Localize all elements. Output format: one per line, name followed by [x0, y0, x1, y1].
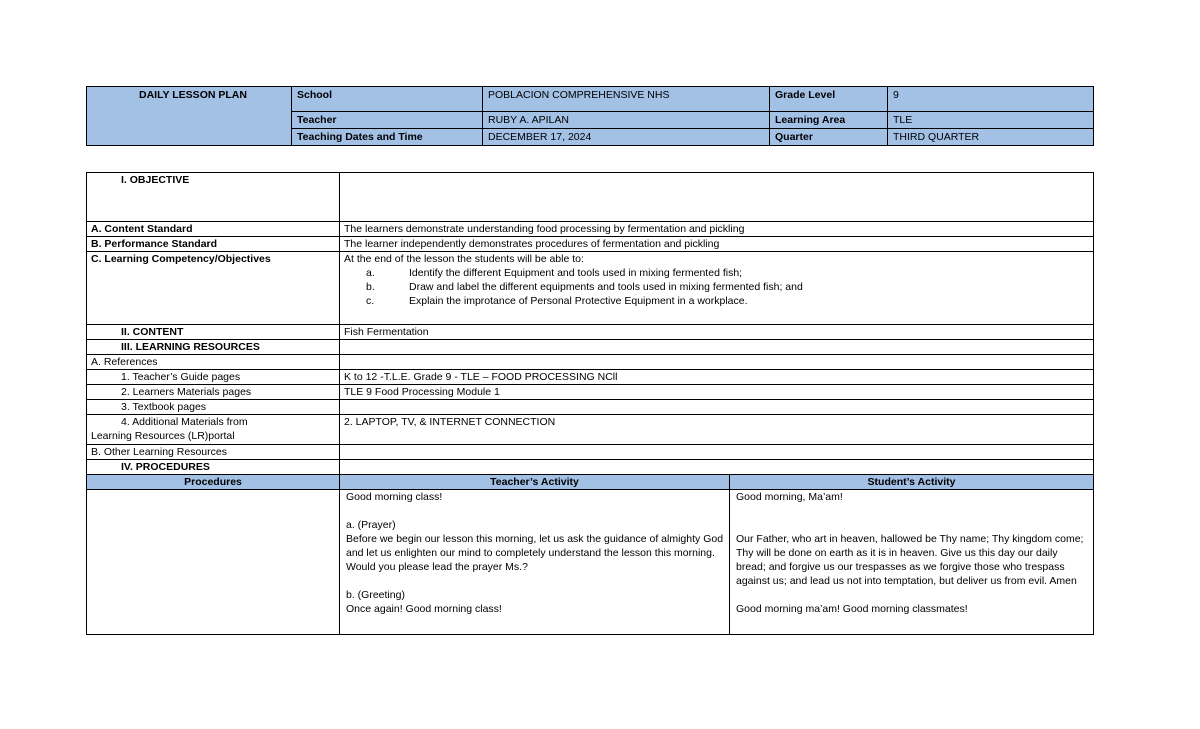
- objective-value: [340, 173, 1094, 222]
- content-value: Fish Fermentation: [340, 325, 1094, 340]
- teacher-value: RUBY A. APILAN: [483, 112, 770, 129]
- content-label: II. CONTENT: [87, 325, 340, 340]
- resources-value: [340, 340, 1094, 355]
- teachers-guide-value: K to 12 -T.L.E. Grade 9 - TLE – FOOD PROCESSING NCll: [340, 370, 1094, 385]
- teacher-greeting: Good morning class!: [346, 491, 443, 503]
- grade-label: Grade Level: [770, 87, 888, 112]
- teachers-guide-label: 1. Teacher’s Guide pages: [87, 370, 340, 385]
- objectives-list: [344, 266, 1089, 308]
- student-reply: Good morning ma’am! Good morning classmates!: [736, 603, 968, 615]
- grade-value: 9: [888, 87, 1094, 112]
- competency-label: C. Learning Competency/Objectives: [87, 252, 340, 325]
- objective-item: c. Explain the improtance of Personal Protective Equipment in a workplace.: [366, 295, 748, 307]
- procedures-value: [340, 460, 1094, 475]
- additional-materials-label: 4. Additional Materials from Learning Resources (LR)portal: [87, 415, 340, 445]
- dates-label: Teaching Dates and Time: [292, 129, 483, 146]
- objective-label: I. OBJECTIVE: [87, 173, 340, 222]
- col-procedures: Procedures: [87, 475, 340, 490]
- additional-materials-value: 2. LAPTOP, TV, & INTERNET CONNECTION: [340, 415, 1094, 445]
- teacher-activity-cell: [340, 490, 730, 635]
- student-activity-cell: [730, 490, 1094, 635]
- other-resources-value: [340, 445, 1094, 460]
- objective-item: b. Draw and label the different equipments and tools used in mixing fermented fish; and: [366, 281, 803, 293]
- quarter-value: THIRD QUARTER: [888, 129, 1094, 146]
- col-student-activity: Student’s Activity: [730, 475, 1094, 490]
- student-prayer: Our Father, who art in heaven, hallowed be Thy name; Thy kingdom come; Thy will be done on earth as it is in heaven. Give us this day our daily bread; and forgive us our trespasses as we forgive those who trespass against us; and lead us not into temptation, but deliver us from evil. Amen: [736, 533, 1084, 587]
- content-standard-label: A. Content Standard: [87, 222, 340, 237]
- school-value: POBLACION COMPREHENSIVE NHS: [483, 87, 770, 112]
- procedures-label: IV. PROCEDURES: [87, 460, 340, 475]
- textbook-label: 3. Textbook pages: [87, 400, 340, 415]
- student-greeting: Good morning, Ma’am!: [736, 491, 843, 503]
- performance-standard-value: The learner independently demonstrates procedures of fermentation and pickling: [340, 237, 1094, 252]
- quarter-label: Quarter: [770, 129, 888, 146]
- resources-label: III. LEARNING RESOURCES: [87, 340, 340, 355]
- textbook-value: [340, 400, 1094, 415]
- greeting-text: Once again! Good morning class!: [346, 603, 502, 615]
- greeting-label: b. (Greeting): [346, 589, 405, 601]
- learners-materials-label: 2. Learners Materials pages: [87, 385, 340, 400]
- area-value: TLE: [888, 112, 1094, 129]
- dates-value: DECEMBER 17, 2024: [483, 129, 770, 146]
- area-label: Learning Area: [770, 112, 888, 129]
- references-label: A. References: [87, 355, 340, 370]
- col-teacher-activity: Teacher’s Activity: [340, 475, 730, 490]
- school-label: School: [292, 87, 483, 112]
- other-resources-label: B. Other Learning Resources: [87, 445, 340, 460]
- content-standard-value: The learners demonstrate understanding food processing by fermentation and pickling: [340, 222, 1094, 237]
- teacher-label: Teacher: [292, 112, 483, 129]
- procedures-cell: [87, 490, 340, 635]
- lesson-plan-table: [86, 172, 1094, 635]
- learners-materials-value: TLE 9 Food Processing Module 1: [340, 385, 1094, 400]
- prayer-text: Before we begin our lesson this morning, let us ask the guidance of almighty God and let us enlighten our mind to completely understand the lesson this morning. Would you please lead the prayer Ms.?: [346, 533, 724, 573]
- objective-item: a. Identify the different Equipment and tools used in mixing fermented fish;: [366, 267, 743, 279]
- prayer-label: a. (Prayer): [346, 519, 396, 531]
- competency-intro: At the end of the lesson the students will be able to:: [344, 253, 584, 265]
- references-value: [340, 355, 1094, 370]
- competency-cell: [340, 252, 1094, 325]
- lesson-header-table: [86, 86, 1094, 146]
- performance-standard-label: B. Performance Standard: [87, 237, 340, 252]
- plan-title: DAILY LESSON PLAN: [87, 87, 292, 146]
